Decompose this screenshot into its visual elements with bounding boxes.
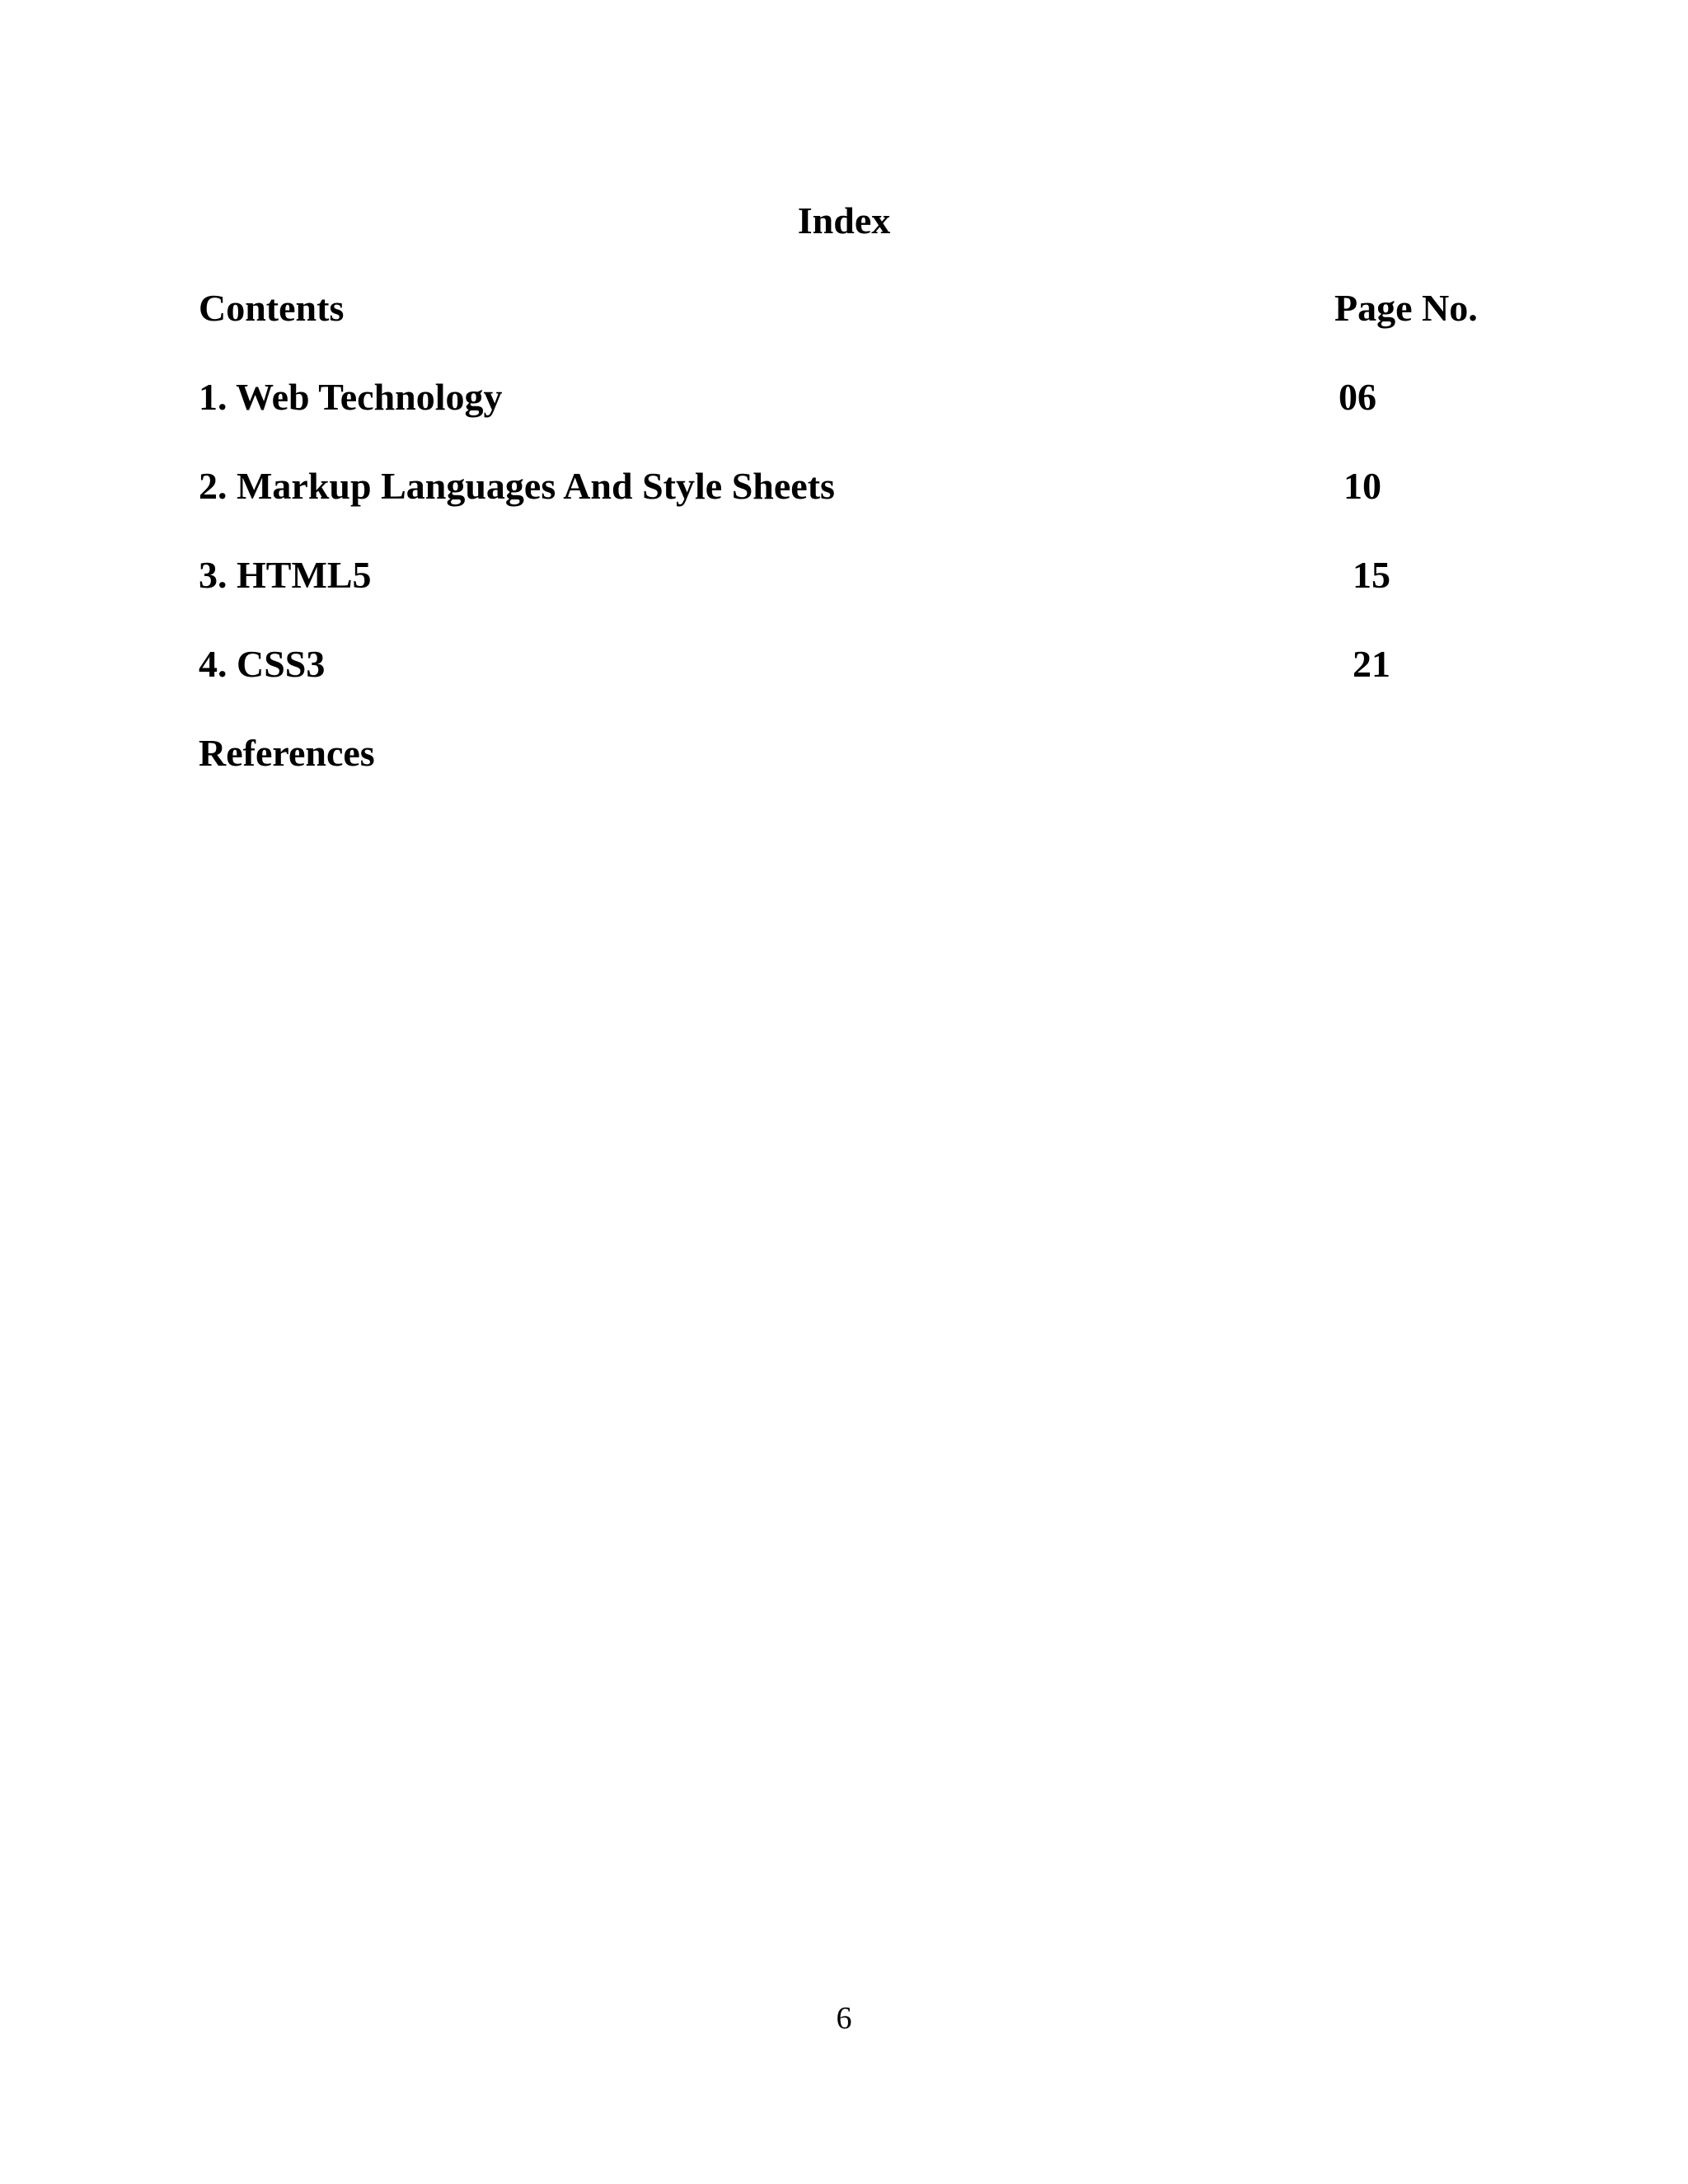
toc-entry-label: 3. HTML5 [199, 554, 372, 596]
page-column-label: Page No. [1334, 287, 1478, 329]
toc-entry [199, 551, 1390, 600]
toc-entry-label: References [199, 732, 375, 774]
contents-column-label: Contents [199, 287, 345, 329]
page-number: 6 [836, 2001, 852, 2036]
toc-entry [199, 729, 375, 778]
toc-entry-page: 10 [1343, 465, 1381, 507]
toc-entry-page: 15 [1353, 554, 1390, 596]
toc-entry-page: 21 [1353, 643, 1390, 685]
toc-entry-label: 1. Web Technology [199, 376, 503, 418]
toc-entry-label: 2. Markup Languages And Style Sheets [199, 465, 835, 507]
toc-entry-label: 4. CSS3 [199, 643, 326, 685]
toc-header [199, 284, 1478, 333]
toc-entry-page: 06 [1339, 376, 1376, 418]
toc-entry [199, 373, 1376, 422]
toc-entry [199, 640, 1390, 689]
toc-entry [199, 462, 1381, 511]
page-title: Index [797, 199, 891, 241]
